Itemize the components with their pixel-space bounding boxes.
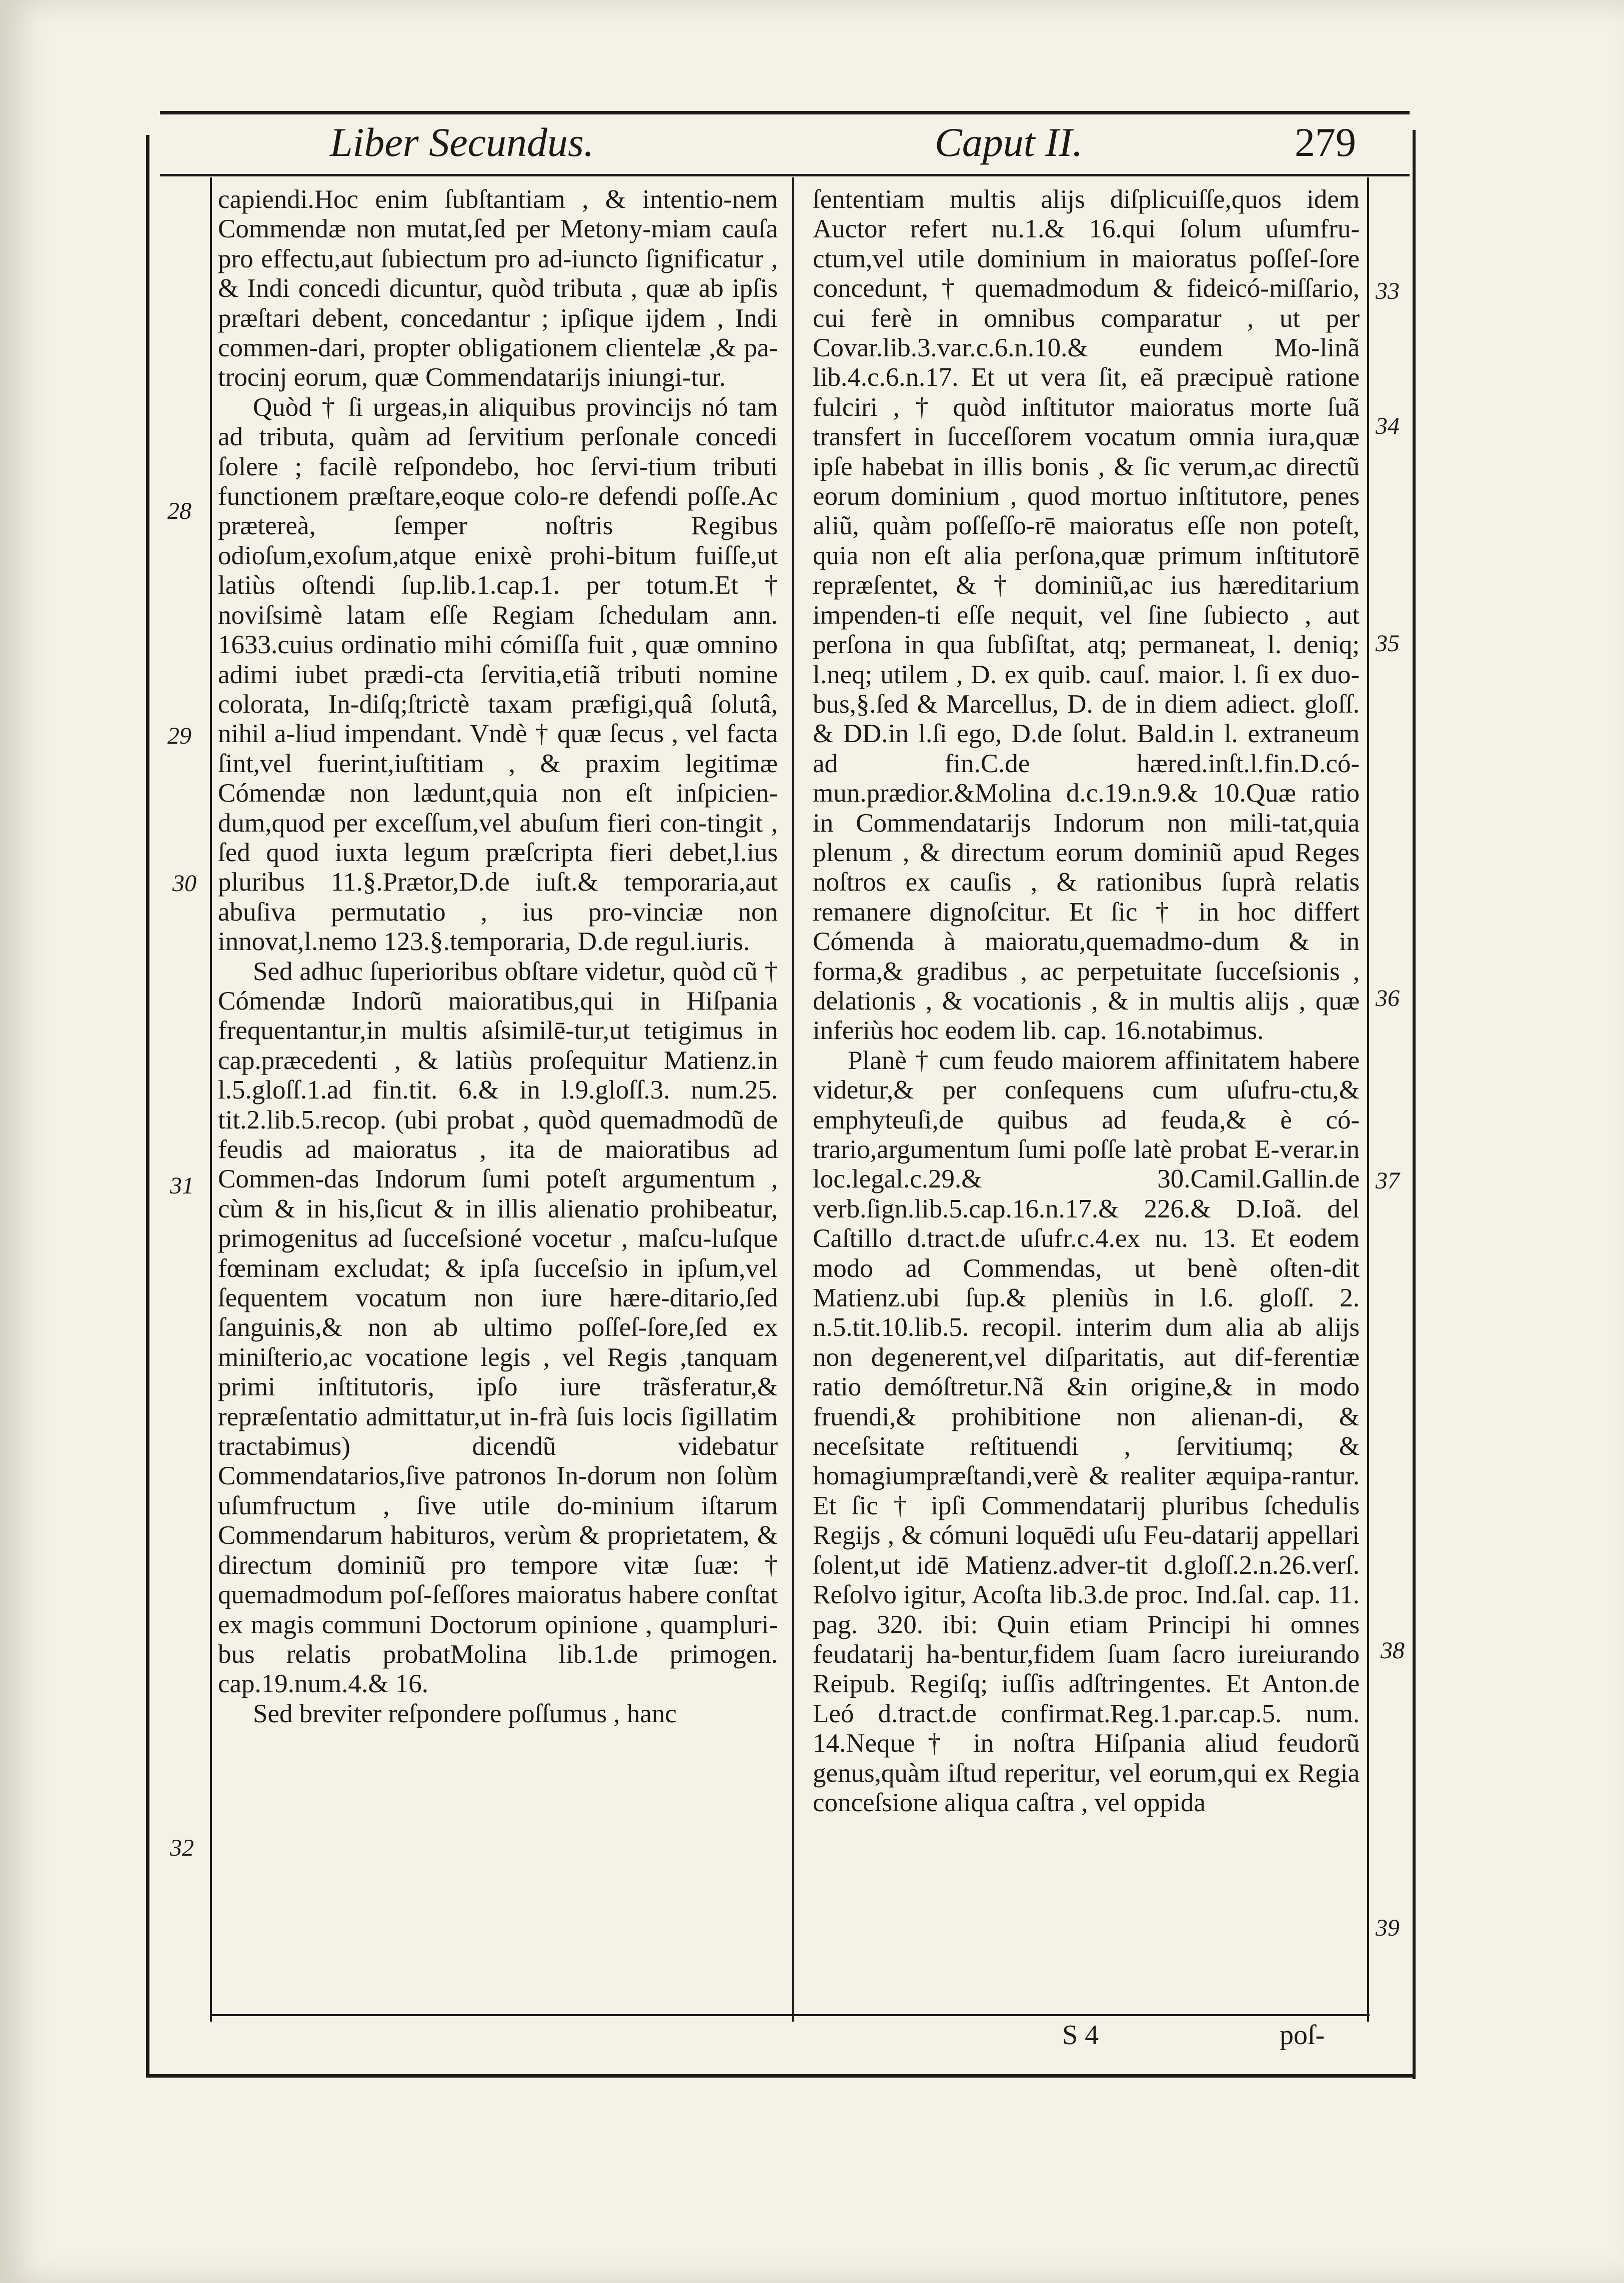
margin-number: 29 [167, 723, 191, 749]
paragraph: Planè † cum feudo maiorem affinitatem habere videtur,& per conſequens cum uſufru-ctu,& emphyteuſi,de quibus ad feuda,& è có-trario,argumentum ſumi poſſe latè probat E-verar.in loc.legal.c.29.& 30.Camil.Gallin.de verb.ſign.lib.5.cap.16.n.17.& 226.& D.Ioã. del Caſtillo d.tract.de uſufr.c.4.ex nu. 13. Et eodem modo ad Commendas, ut benè oſten-dit Matienz.ubi ſup.& pleniùs in l.6. gloſſ. 2. n.5.tit.10.lib.5. recopil. interim dum alia ab alijs non degenerent,vel diſparitatis, aut dif-ferentiæ ratio demóſtretur.Nã &in origine,& in modo fruendi,& prohibitione non alienan-di, & neceſsitate reſtituendi , ſervitiumq; & homagiumpræſtandi,verè & realiter æquipa-rantur. Et ſic † ipſi Commendatarij pluribus ſchedulis Regijs , & cómuni loquēdi uſu Feu-datarij appellari ſolent,ut idē Matienz.adver-tit d.gloſſ.2.n.26.verſ. Reſolvo igitur, Acoſta lib.3.de proc. Ind.ſal. cap. 11. pag. 320. ibi: Quin etiam Principi hi omnes feudatarij ha-bentur,fidem ſuam ſacro iureiurando Reipub. Regiſq; iuſſis adſtringentes. Et Anton.de Leó d.tract.de confirmat.Reg.1.par.cap.5. num. 14.Neque† in noſtra Hiſpania aliud feudorũ genus,quàm iſtud reperitur, vel eorum,qui ex Regia conceſsione aliqua caſtra , vel oppida [813, 1046, 1360, 1817]
right-frame-rule [1413, 130, 1416, 2079]
margin-number: 36 [1376, 985, 1400, 1012]
paragraph: Sed breviter reſpondere poſſumus , hanc [253, 1699, 677, 1728]
header-underline-rule [160, 174, 1410, 176]
paragraph: Quòd † ſi urgeas,in aliquibus provincijs nó tam ad tributa, quàm ad ſervitium perſonale concedi ſolere ; facilè reſpondebo, hoc ſervi-tium tributi functionem præſtare,eoque colo-re defendi poſſe.Ac prætereà, ſemper noſtris Regibus odioſum,exoſum,atque enixè prohi-bitum fuiſſe,ut latiùs oſtendi ſup.lib.1.cap.1. per totum.Et † noviſsimè latam eſſe Regiam ſchedulam ann. 1633.cuius ordinatio mihi cómiſſa fuit , quæ omnino adimi iubet prædi-cta ſervitia,etiã tributi nomine colorata, In-diſq;ſtrictè taxam præfigi,quâ ſolutâ, nihil a-liud impendant. Vndè † quæ ſecus , vel facta ſint,vel fuerint,iuſtitiam , & praxim legitimæ Cómendæ non lædunt,quia non eſt inſpicien-dum,quod per exceſſum,vel abuſum fieri con-tingit , ſed quod iuxta legum præſcripta fieri debet,l.ius pluribus 11.§.Prætor,D.de iuſt.& temporaria,aut abuſiva permutatio , ius pro-vinciæ non innovat,l.nemo 123.§.temporaria, D.de regul.iuris. [218, 392, 778, 957]
chapter-title: Caput II. [935, 119, 1083, 165]
running-header [150, 112, 1410, 172]
left-text-column [218, 185, 778, 2019]
margin-number: 28 [167, 498, 191, 524]
column-divider-rule [792, 177, 794, 2022]
margin-number: 33 [1376, 278, 1400, 304]
margin-number: 32 [170, 1835, 194, 1861]
page-number: 279 [1295, 119, 1356, 165]
inner-right-rule [1367, 177, 1369, 2022]
signature-mark: S 4 [1062, 2020, 1099, 2051]
margin-number: 30 [172, 870, 196, 897]
margin-number: 39 [1376, 1915, 1400, 1941]
book-title: Liber Secundus. [330, 119, 594, 165]
catchword: poſ- [1280, 2020, 1325, 2051]
paragraph: ſententiam multis alijs diſplicuiſſe,quos idem Auctor refert nu.1.& 16.qui ſolum uſumfru-ctum,vel utile dominium in maioratus poſſeſ-ſore concedunt, † quemadmodum & fideicó-miſſario, cui ferè in omnibus comparatur , ut per Covar.lib.3.var.c.6.n.10.& eundem Mo-linã lib.4.c.6.n.17. Et ut vera ſit, eã præcipuè ratione fulciri , † quòd inſtitutor maioratus morte ſuã transfert in ſucceſſorem vocatum omnia iura,quæ ipſe habebat in illis bonis , & ſic verum,ac directũ eorum dominium , quod mortuo inſtitutore, penes aliũ, quàm poſſeſſo-rē maioratus eſſe non poteſt, quia non eſt alia perſona,quæ primum inſtitutorē repræſentet, & † dominiũ,ac ius hæreditarium impenden-ti eſſe nequit, vel ſine ſubiecto , aut perſona in qua ſubſiſtat, atq; permaneat, l. deniq; l.neq; utilem , D. ex quib. cauſ. maior. l. ſi ex duo-bus,§.ſed & Marcellus, D. de in diem adiect. gloſſ. & DD.in l.ſi ego, D.de ſolut. Bald.in l. extraneum ad fin.C.de hæred.inſt.l.fin.D.có-mun.prædior.&Molina d.c.19.n.9.& 10.Quæ ratio in Commendatarijs Indorum non mili-tat,quia plenum , & directum eorum dominiũ apud Reges noſtros ex cauſis , & rationibus ſuprà relatis remanere dignoſcitur. Et ſic † in hoc differt Cómenda à maioratu,quemadmo-dum & in forma,& gradibus , ac perpetuitate ſucceſsionis , delationis , & vocationis , & in multis alijs , quæ inferiùs hoc eodem lib. cap. 16.notabimus. [813, 185, 1360, 1046]
margin-number: 34 [1376, 413, 1400, 439]
margin-number: 37 [1376, 1167, 1400, 1194]
right-text-column [813, 185, 1360, 2019]
margin-number: 38 [1381, 1637, 1405, 1664]
bottom-frame-rule [146, 2074, 1416, 2078]
margin-number: 35 [1376, 630, 1400, 657]
margin-number: 31 [170, 1172, 194, 1199]
left-frame-rule [146, 135, 149, 2074]
inner-left-rule [210, 177, 212, 2022]
paragraph: Sed adhuc ſuperioribus obſtare videtur, quòd cũ † Cómendæ Indorũ maioratibus,qui in Hiſpania frequentantur,in multis aſsimilē-tur,ut tetigimus in cap.præcedenti , & latiùs proſequitur Matienz.in l.5.gloſſ.1.ad fin.tit. 6.& in l.9.gloſſ.3. num.25. tit.2.lib.5.recop. (ubi probat , quòd quemadmodũ de feudis ad maioratus , ita de maioratibus ad Commen-das Indorum ſumi poteſt argumentum , cùm & in his,ſicut & in illis alienatio prohibeatur, primogenitus ad ſucceſsioné vocetur , maſcu-luſque fœminam excludat; & ipſa ſucceſsio in ipſum,vel ſequentem vocatum non iure hære-ditario,ſed ſanguinis,& non ab ultimo poſſeſ-ſore,ſed ex miniſterio,ac vocatione legis , vel Regis ,tanquam primi inſtitutoris, ipſo iure trãsferatur,& repræſentatio admittatur,ut in-frà ſuis locis ſigillatim tractabimus) dicendũ videbatur Commendatarios,ſive patronos In-dorum non ſolùm uſumfructum , ſive utile do-minium iſtarum Commendarum habituros, verùm & proprietatem, & directum dominiũ pro tempore vitæ ſuæ: † quemadmodum poſ-ſeſſores maioratus habere conſtat ex magis communi Doctorum opinione , quampluri-bus relatis probatMolina lib.1.de primogen. cap.19.num.4.& 16. [218, 957, 778, 1699]
paragraph: capiendi.Hoc enim ſubſtantiam , & intentio-nem Commendæ non mutat,ſed per Metony-miam cauſa pro effectu,aut ſubiectum pro ad-iuncto ſignificatur , & Indi concedi dicuntur, quòd tributa , quæ ab ipſis præſtari debent, concedantur ; ipſique ijdem , Indi commen-dari, propter obligationem clientelæ ,& pa-trocinj eorum, quæ Commendatarijs iniungi-tur. [218, 185, 778, 392]
